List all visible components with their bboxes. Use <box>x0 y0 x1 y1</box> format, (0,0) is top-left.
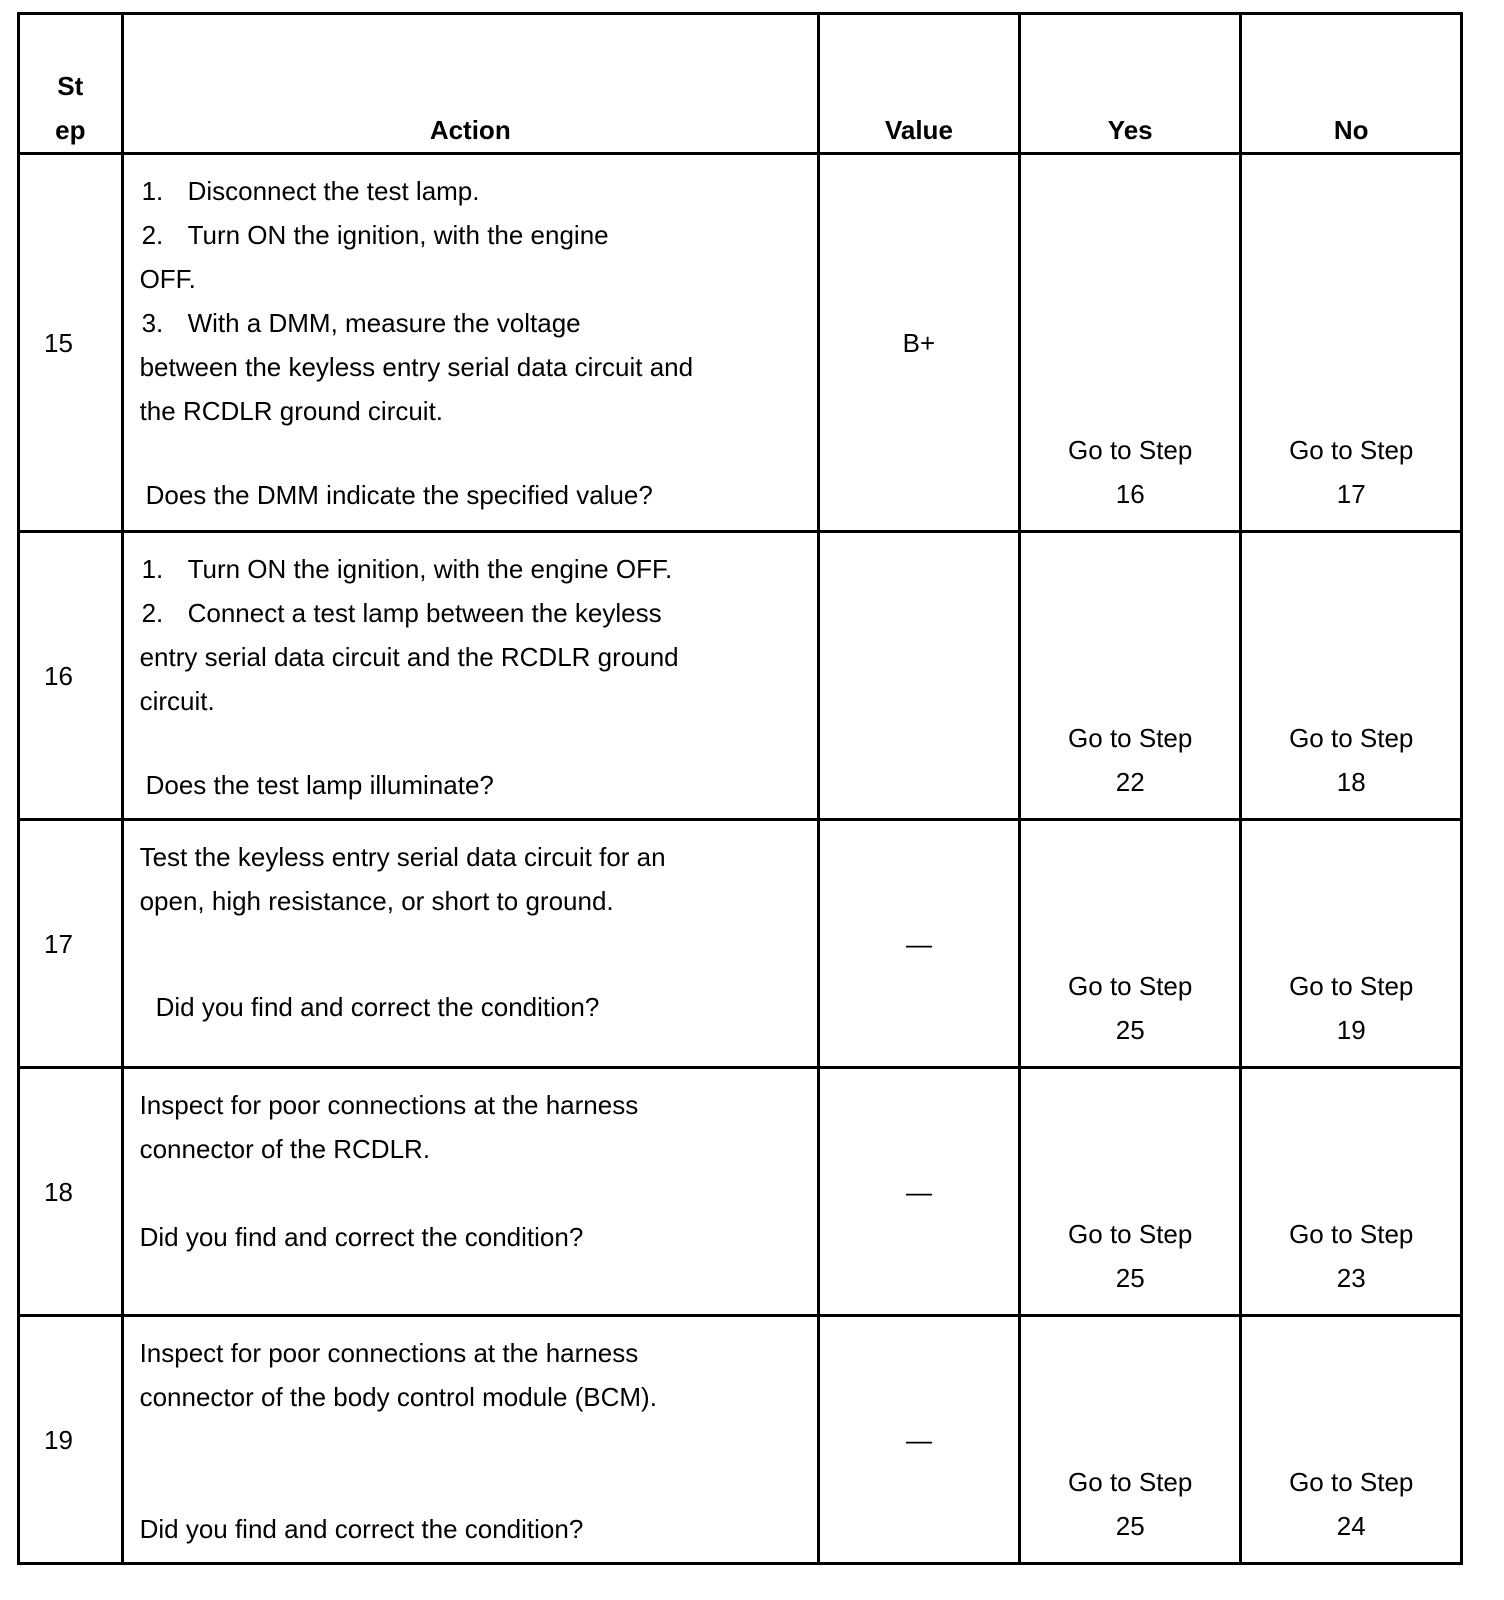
action-question: Does the DMM indicate the specified value? <box>145 480 653 510</box>
action-line: Inspect for poor connections at the harness <box>139 1090 639 1120</box>
yes-cell: Go to Step 25 <box>1019 1068 1241 1316</box>
table-row <box>19 532 1462 820</box>
action-line: 1. Disconnect the test lamp. <box>141 176 480 206</box>
action-line: Test the keyless entry serial data circuit for an <box>139 842 666 872</box>
action-cell <box>122 1316 818 1564</box>
action-line: Inspect for poor connections at the harness <box>139 1338 639 1368</box>
action-line: connector of the body control module (BCM). <box>139 1382 657 1412</box>
action-question: Did you find and correct the condition? <box>155 992 600 1022</box>
action-line: connector of the RCDLR. <box>139 1134 431 1164</box>
header-no: No <box>1241 14 1462 154</box>
table-row <box>19 1068 1462 1316</box>
header-step: St ep <box>19 14 123 154</box>
action-line: entry serial data circuit and the RCDLR ground <box>139 642 679 672</box>
value-cell: B+ <box>818 154 1019 532</box>
action-question: Did you find and correct the condition? <box>139 1222 584 1252</box>
action-cell <box>122 532 818 820</box>
action-line: 2. Connect a test lamp between the keyless <box>141 598 662 628</box>
yes-cell: Go to Step 16 <box>1019 154 1241 532</box>
action-line: 1. Turn ON the ignition, with the engine OFF. <box>141 554 673 584</box>
action-line: OFF. <box>139 264 196 294</box>
yes-cell: Go to Step 25 <box>1019 820 1241 1068</box>
action-cell <box>122 1068 818 1316</box>
action-question: Does the test lamp illuminate? <box>145 770 494 800</box>
table-row <box>19 1316 1462 1564</box>
table-row <box>19 154 1462 532</box>
action-line: between the keyless entry serial data circuit and <box>139 352 694 382</box>
step-number: 18 <box>19 1068 123 1316</box>
action-line: 3. With a DMM, measure the voltage <box>141 308 581 338</box>
yes-cell: Go to Step 22 <box>1019 532 1241 820</box>
step-number: 15 <box>19 154 123 532</box>
action-cell <box>122 820 818 1068</box>
value-cell: — <box>818 1068 1019 1316</box>
step-number: 19 <box>19 1316 123 1564</box>
action-line: circuit. <box>139 686 215 716</box>
step-number: 17 <box>19 820 123 1068</box>
no-cell: Go to Step 24 <box>1241 1316 1462 1564</box>
no-cell: Go to Step 17 <box>1241 154 1462 532</box>
value-cell <box>818 532 1019 820</box>
header-row <box>19 14 1462 154</box>
no-cell: Go to Step 19 <box>1241 820 1462 1068</box>
diagnostic-table <box>17 12 1463 1565</box>
header-action: Action <box>122 14 818 154</box>
no-cell: Go to Step 23 <box>1241 1068 1462 1316</box>
action-cell <box>122 154 818 532</box>
action-line: open, high resistance, or short to ground. <box>139 886 614 916</box>
value-cell: — <box>818 820 1019 1068</box>
header-value: Value <box>818 14 1019 154</box>
action-question: Did you find and correct the condition? <box>139 1514 584 1544</box>
action-line: 2. Turn ON the ignition, with the engine <box>141 220 609 250</box>
no-cell: Go to Step 18 <box>1241 532 1462 820</box>
table-row <box>19 820 1462 1068</box>
value-cell: — <box>818 1316 1019 1564</box>
step-number: 16 <box>19 532 123 820</box>
action-line: the RCDLR ground circuit. <box>139 396 444 426</box>
yes-cell: Go to Step 25 <box>1019 1316 1241 1564</box>
header-yes: Yes <box>1019 14 1241 154</box>
